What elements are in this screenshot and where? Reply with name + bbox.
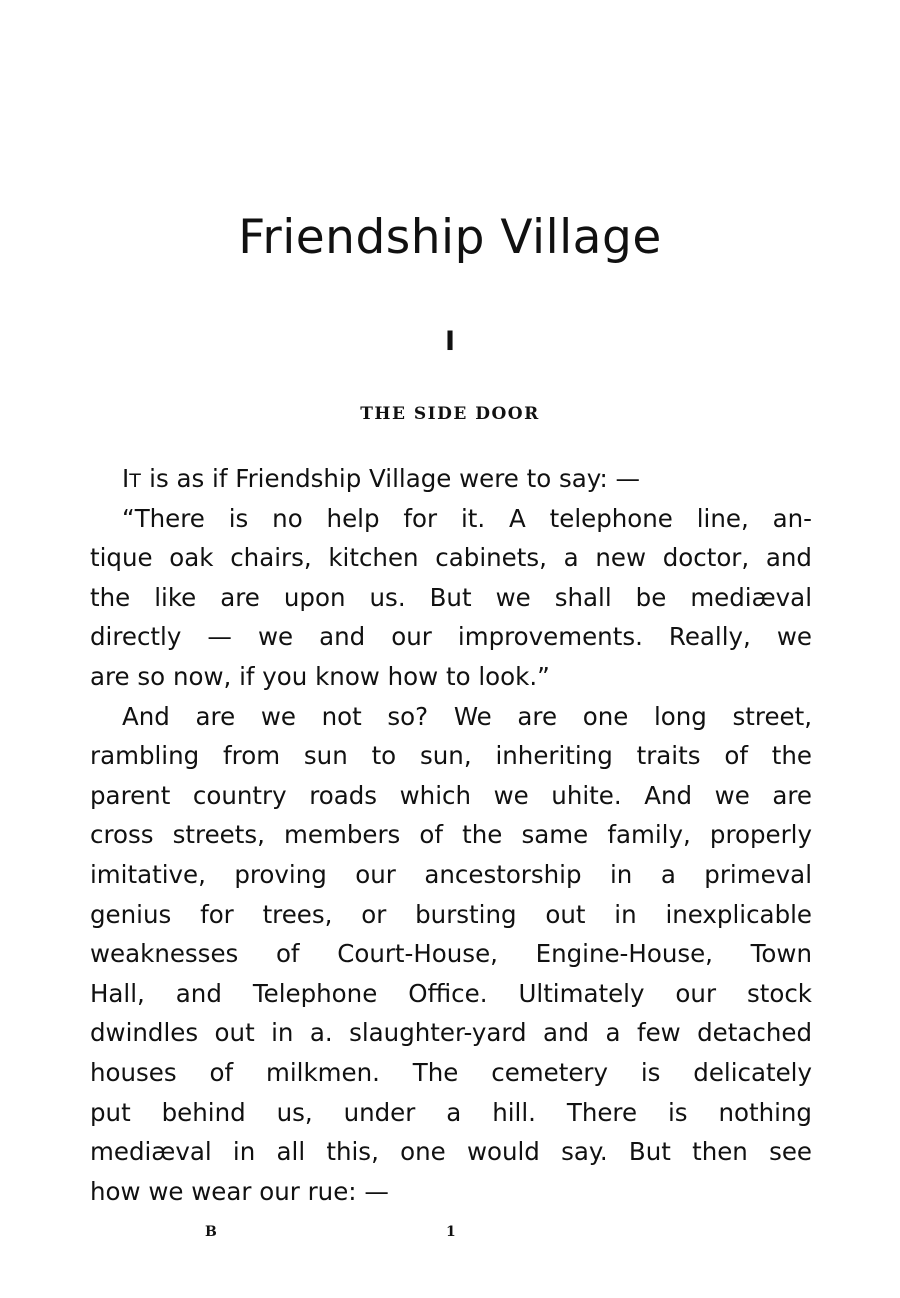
book-title: Friendship Village	[238, 210, 662, 265]
paragraph-3-line: put behind us, under a hill. There is nothing	[90, 1097, 812, 1127]
paragraph-3-line: dwindles out in a. slaughter-yard and a few detached	[90, 1018, 812, 1048]
paragraph-3-line: parent country roads which we uhite. And we are	[90, 780, 812, 810]
paragraph-3-line: imitative, proving our ancestorship in a primeval	[90, 859, 812, 889]
paragraph-3-line: weaknesses of Court-House, Engine-House, Town	[90, 939, 812, 969]
paragraph-1-text: is as if Friendship Village were to say: —	[141, 464, 641, 493]
paragraph-1-line	[90, 459, 812, 499]
paragraph-2-line: tique oak chairs, kitchen cabinets, a new doctor, and	[90, 543, 812, 573]
chapter-body	[90, 459, 812, 1211]
paragraph-3-line: And are we not so? We are one long street,	[122, 701, 812, 731]
paragraph-2-line: directly — we and our improvements. Really, we	[90, 622, 812, 652]
dropcap-first-letter: I	[122, 464, 130, 493]
paragraph-2-line: are so now, if you know how to look.”	[90, 661, 550, 691]
paragraph-2-line: the like are upon us. But we shall be mediæval	[90, 582, 812, 612]
chapter-number: I	[444, 326, 456, 357]
paragraph-3-line: Hall, and Telephone Office. Ultimately our stock	[90, 978, 812, 1008]
paragraph-3-line: mediæval in all this, one would say. But then see	[90, 1137, 812, 1167]
paragraph-3-line: cross streets, members of the same family, properly	[90, 820, 812, 850]
paragraph-3-line: houses of milkmen. The cemetery is delicately	[90, 1057, 812, 1087]
paragraph-3-line: how we wear our rue: —	[90, 1176, 389, 1206]
paragraph-3-line: genius for trees, or bursting out in inexplicable	[90, 899, 812, 929]
paragraph-2-line: “There is no help for it. A telephone line, an-	[122, 503, 812, 533]
page-number: 1	[446, 1224, 456, 1240]
paragraph-3-line: rambling from sun to sun, inheriting traits of the	[90, 741, 812, 771]
signature-mark: B	[205, 1224, 217, 1240]
dropcap-small-caps: T	[129, 470, 142, 492]
chapter-title: THE SIDE DOOR	[360, 404, 540, 424]
